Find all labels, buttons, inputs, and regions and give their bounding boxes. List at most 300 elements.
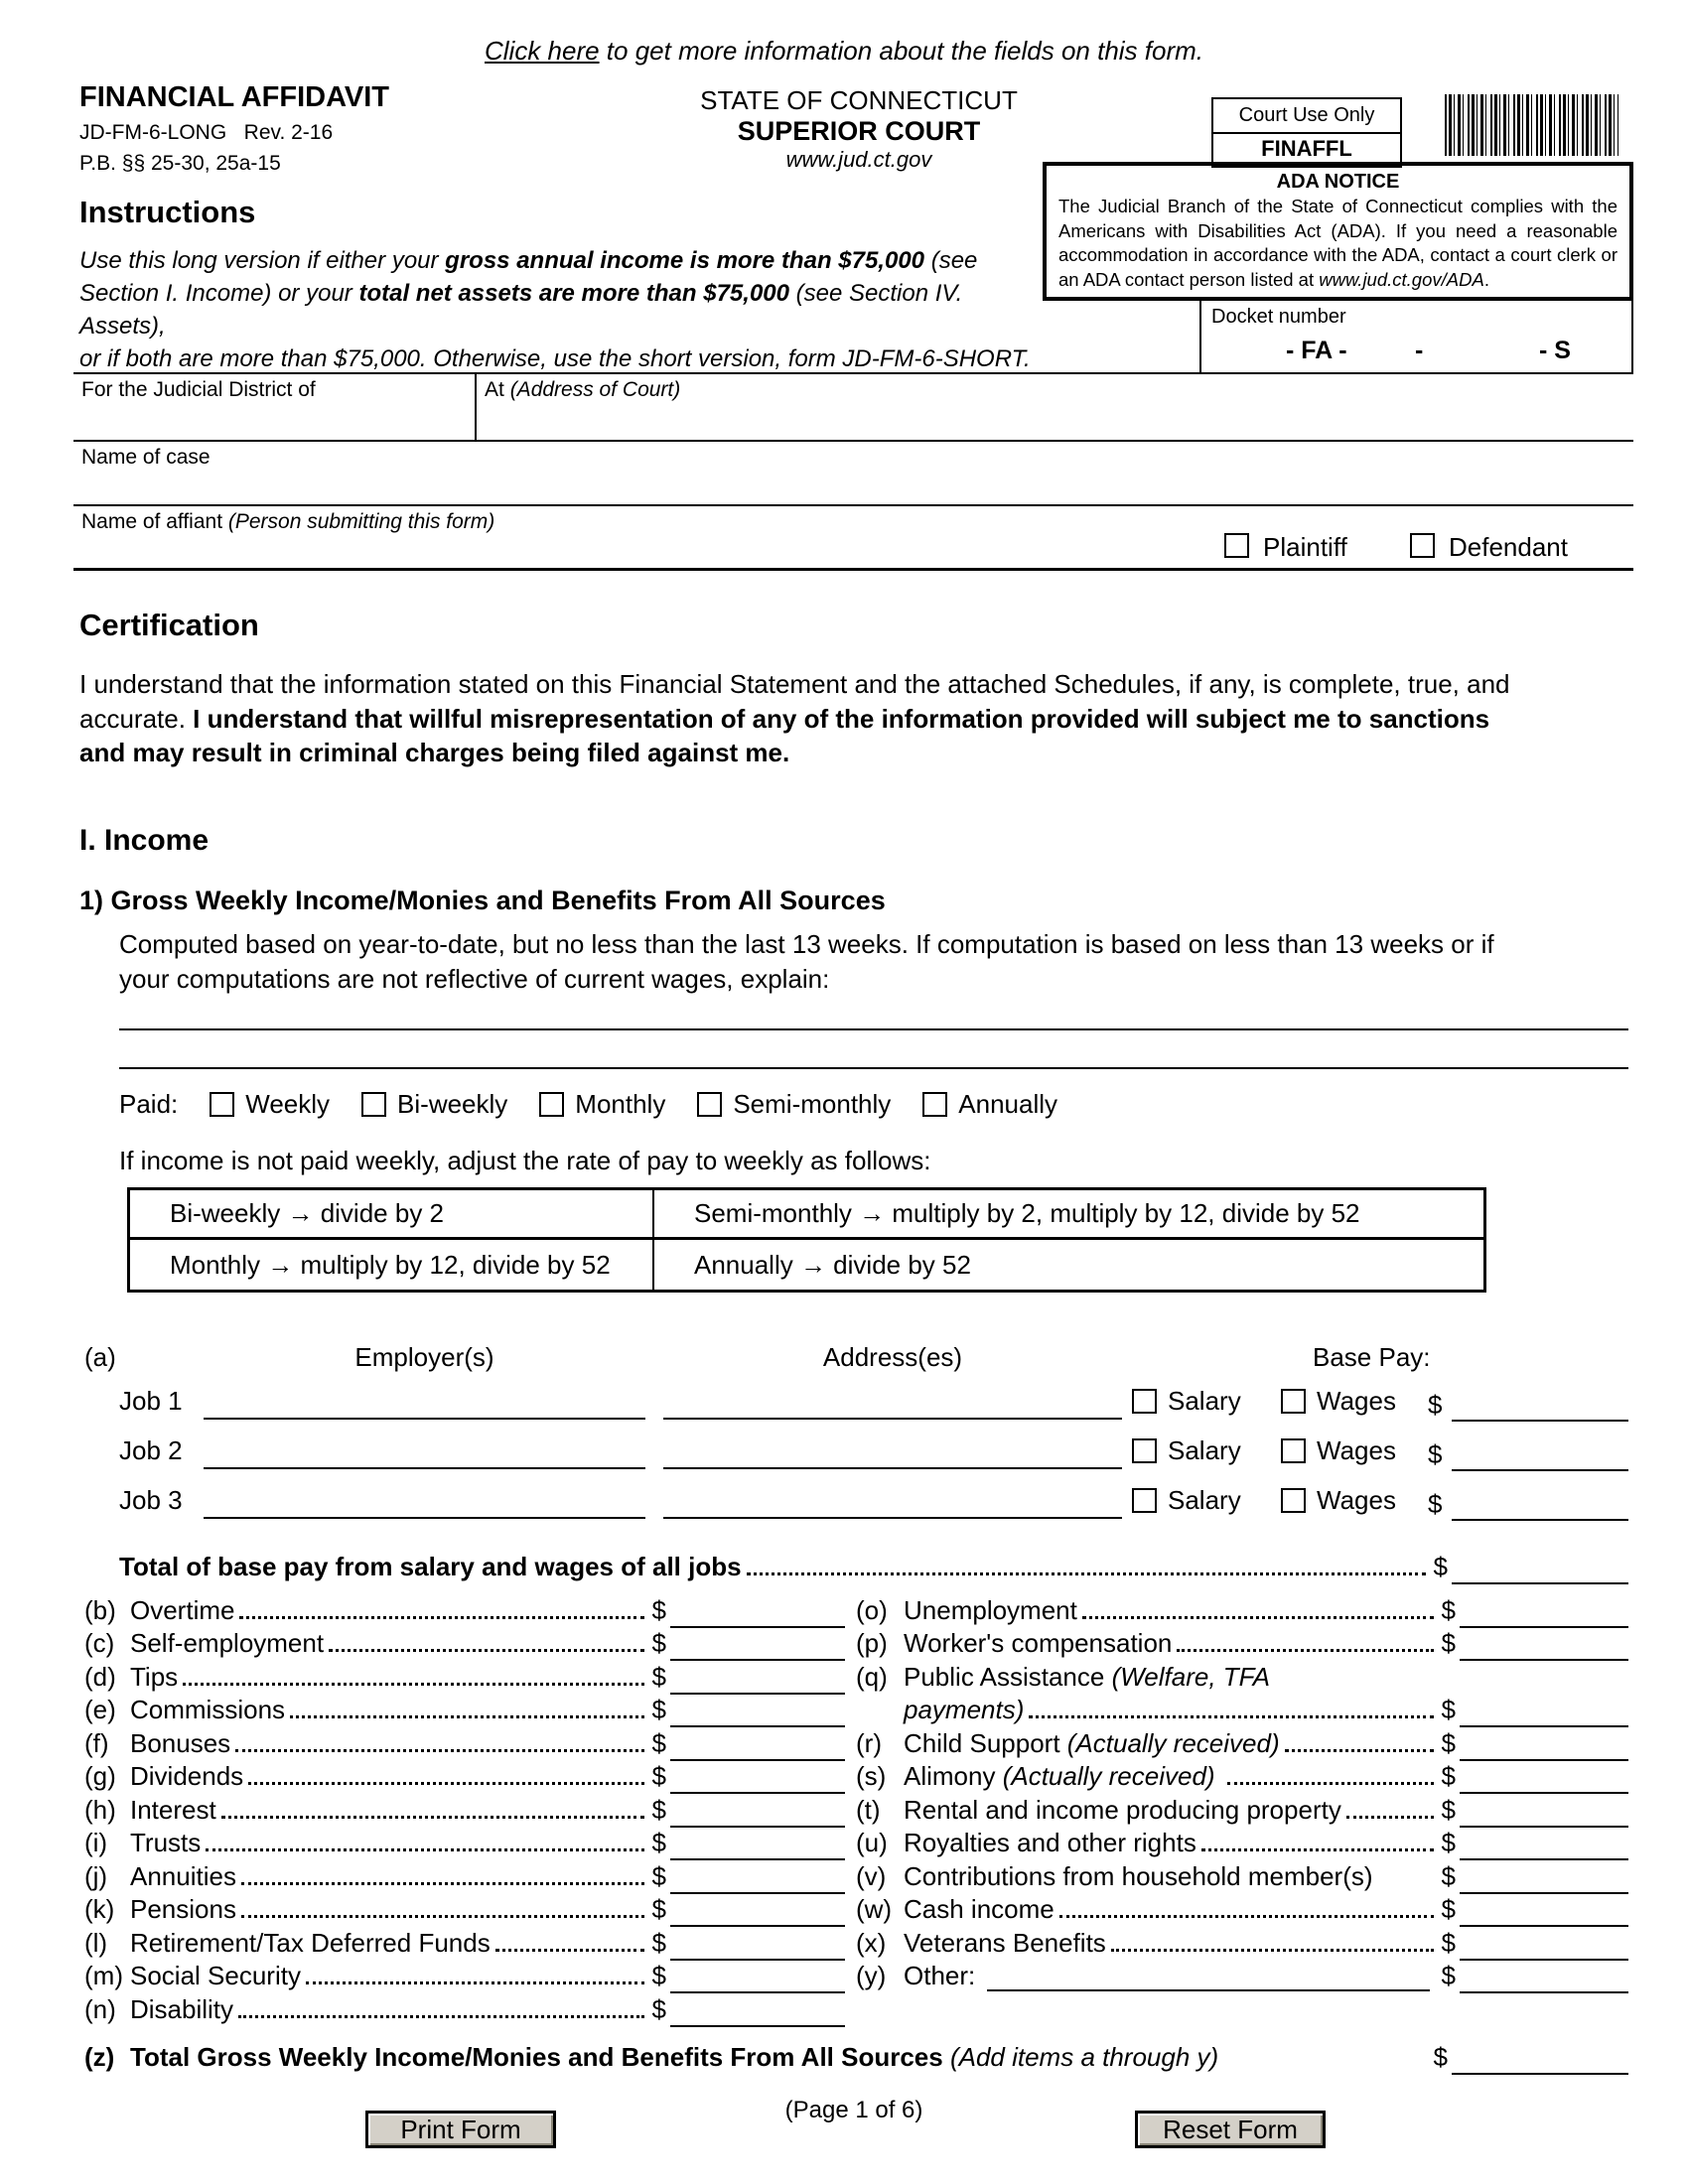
dotted-leader xyxy=(183,1683,643,1686)
item-label xyxy=(130,1828,201,1858)
currency-sign: $ xyxy=(1441,1961,1456,1990)
job-2-base-pay-field[interactable] xyxy=(1452,1441,1628,1471)
state-name: STATE OF CONNECTICUT xyxy=(700,85,1018,115)
amount-field-i[interactable] xyxy=(670,1831,845,1860)
court-use-only-box xyxy=(1211,97,1402,168)
item-id: (k) xyxy=(84,1894,115,1924)
dotted-leader xyxy=(1111,1949,1434,1952)
text-segment: (see xyxy=(924,247,978,274)
text-segment: Commissions xyxy=(130,1695,286,1724)
income-item-k xyxy=(84,1894,845,1928)
computation-description xyxy=(119,927,1628,997)
amount-field-j[interactable] xyxy=(670,1864,845,1894)
job-1-wages-checkbox[interactable] xyxy=(1281,1389,1306,1414)
salary-label: Salary xyxy=(1168,1435,1241,1465)
text-segment: Alimony xyxy=(904,1761,1003,1791)
income-item-w xyxy=(856,1894,1628,1928)
bi-weekly-label: Bi-weekly xyxy=(397,1088,508,1119)
job-1-employer-field[interactable] xyxy=(204,1388,645,1420)
practice-book-reference: P.B. §§ 25-30, 25a-15 xyxy=(79,152,281,175)
dotted-leader xyxy=(1201,1848,1434,1851)
currency-sign: $ xyxy=(1441,1860,1456,1891)
text-segment: accurate. xyxy=(79,703,194,734)
jobs-header-row xyxy=(0,1342,1688,1376)
form-title: FINANCIAL AFFIDAVIT xyxy=(79,81,389,113)
item-label xyxy=(904,1695,1024,1725)
court-header xyxy=(611,85,1107,173)
defendant-label: Defendant xyxy=(1449,532,1568,562)
item-label xyxy=(904,1628,1172,1659)
dotted-leader xyxy=(1082,1616,1434,1619)
total-base-pay-field[interactable] xyxy=(1452,1555,1628,1584)
defendant-checkbox[interactable] xyxy=(1410,533,1435,558)
currency-sign: $ xyxy=(651,1894,666,1924)
income-item-n xyxy=(84,1993,845,2027)
total-base-pay-row xyxy=(119,1551,1628,1584)
text-segment: Use this long version if either your xyxy=(79,247,446,274)
text-segment: Worker's compensation xyxy=(904,1628,1173,1658)
judicial-district-label: For the Judicial District of xyxy=(81,378,316,401)
total-gross-income-row xyxy=(84,2041,1628,2075)
currency-sign: $ xyxy=(651,1993,666,2024)
currency-sign: $ xyxy=(1441,1794,1456,1825)
other-income-description-field[interactable] xyxy=(987,1962,1429,1991)
currency-sign: $ xyxy=(651,1961,666,1990)
amount-field-e[interactable] xyxy=(670,1698,845,1727)
amount-field-k[interactable] xyxy=(670,1897,845,1927)
amount-field-u[interactable] xyxy=(1460,1831,1628,1860)
text-segment: and may result in criminal charges being filed against me. xyxy=(79,738,790,767)
item-id: (s) xyxy=(856,1761,887,1791)
item-label xyxy=(130,1728,230,1759)
text-segment: (Actually received) xyxy=(1066,1727,1280,1758)
plaintiff-label: Plaintiff xyxy=(1263,532,1347,562)
currency-sign: $ xyxy=(651,1860,666,1891)
instructions-line xyxy=(79,244,1033,277)
income-item-m xyxy=(84,1961,845,1994)
item-id: (t) xyxy=(856,1794,881,1825)
total-gross-income-field[interactable] xyxy=(1452,2045,1628,2075)
addresses-header: Address(es) xyxy=(822,1342,963,1372)
item-label xyxy=(904,1728,1280,1759)
monthly-checkbox[interactable] xyxy=(539,1092,564,1117)
text-segment: Self-employment xyxy=(130,1628,325,1658)
item-label xyxy=(904,1662,1270,1693)
text-segment: Bonuses xyxy=(130,1727,231,1758)
top-note-text: to get more information about the fields on this form. xyxy=(599,36,1204,66)
text-segment: Cash income xyxy=(904,1894,1055,1924)
item-id: (q) xyxy=(856,1661,888,1692)
text-segment: Overtime xyxy=(130,1594,235,1625)
certification-text xyxy=(79,667,1614,770)
currency-sign: $ xyxy=(1441,1727,1456,1758)
amount-field-r[interactable] xyxy=(1460,1731,1628,1761)
amount-field-g[interactable] xyxy=(670,1764,845,1794)
case-name-label: Name of case xyxy=(81,446,211,469)
amount-field-h[interactable] xyxy=(670,1798,845,1828)
semi-monthly-label: Semi-monthly xyxy=(733,1088,892,1119)
rate-conversion-table xyxy=(127,1187,1486,1293)
reset-form-button[interactable]: Reset Form xyxy=(1135,2111,1326,2148)
income-item-s xyxy=(856,1761,1628,1795)
item-label xyxy=(130,1761,243,1792)
income-item-d xyxy=(84,1661,845,1695)
ada-text: The Judicial Branch of the State of Connecticut complies with the Americans with Disabilities Act (ADA). If you need a reasonable accommodation in accordance with the ADA, contact a court clerk or an ADA contact person listed at xyxy=(1058,196,1618,290)
instructions-line xyxy=(79,342,1033,375)
text-segment: (Welfare, TFA xyxy=(1111,1661,1270,1692)
print-form-button[interactable]: Print Form xyxy=(365,2111,556,2148)
amount-field-m[interactable] xyxy=(670,1964,845,1993)
item-label xyxy=(130,1861,236,1892)
dotted-leader xyxy=(248,1782,643,1785)
docket-dash-segment: - xyxy=(1415,337,1424,364)
text-segment: Social Security xyxy=(130,1961,301,1990)
semi-monthly-checkbox[interactable] xyxy=(697,1092,722,1117)
item-label xyxy=(904,1795,1341,1826)
total-gross-income-note: (Add items a through y) xyxy=(942,2041,1219,2072)
ada-text-end: . xyxy=(1483,268,1489,290)
dotted-leader xyxy=(239,1616,643,1619)
job-row-3 xyxy=(119,1483,1628,1519)
income-item-t xyxy=(856,1794,1628,1828)
amount-field-c[interactable] xyxy=(670,1631,845,1661)
amount-field-t[interactable] xyxy=(1460,1798,1628,1828)
barcode-icon xyxy=(1445,94,1618,156)
form-identification xyxy=(79,81,389,176)
income-item-y xyxy=(856,1961,1628,1994)
conversion-monthly: Monthly → multiply by 12, divide by 52 xyxy=(130,1240,654,1290)
item-id: (e) xyxy=(84,1695,116,1724)
monthly-label: Monthly xyxy=(575,1088,666,1119)
currency-sign: $ xyxy=(651,1828,666,1857)
judicial-district-row xyxy=(73,372,1633,442)
docket-number-field[interactable] xyxy=(1199,301,1633,372)
income-section-title: I. Income xyxy=(79,824,210,857)
top-info-note xyxy=(0,36,1688,67)
item-id: (c) xyxy=(84,1628,115,1658)
dotted-leader xyxy=(1285,1749,1434,1752)
text-segment: or if both are more than $75,000. Otherwise, use the short version, form JD-FM-6-SHORT. xyxy=(79,345,1031,372)
item-id: (f) xyxy=(84,1727,109,1758)
computation-line-1: Computed based on year-to-date, but no less than the last 13 weeks. If computation is based on less than 13 weeks or if xyxy=(119,929,1494,959)
job-2-address-field[interactable] xyxy=(663,1437,1122,1469)
bi-weekly-checkbox[interactable] xyxy=(361,1092,386,1117)
text-segment: Section I. Income) or your xyxy=(79,280,359,307)
certification-line xyxy=(79,667,1614,702)
text-segment: Contributions from household member(s) xyxy=(904,1860,1373,1891)
text-segment: Tips xyxy=(130,1661,179,1692)
certification-line xyxy=(79,702,1614,737)
text-segment: Disability xyxy=(130,1993,234,2024)
item-a-label: (a) xyxy=(84,1342,116,1372)
item-id: (b) xyxy=(84,1594,116,1625)
gross-weekly-income-heading: 1) Gross Weekly Income/Monies and Benefits From All Sources xyxy=(79,886,886,915)
job-2-employer-field[interactable] xyxy=(204,1437,645,1469)
currency-sign: $ xyxy=(651,1727,666,1758)
item-label xyxy=(904,1928,1106,1959)
wages-label: Wages xyxy=(1317,1435,1396,1465)
job-3-label: Job 3 xyxy=(119,1485,183,1515)
text-segment: At xyxy=(485,378,510,401)
text-segment: Royalties and other rights xyxy=(904,1828,1196,1857)
item-z-label: (z) xyxy=(84,2041,115,2072)
income-item-b xyxy=(84,1594,845,1628)
job-row-1 xyxy=(119,1384,1628,1420)
text-segment: gross annual income is more than $75,000 xyxy=(445,247,925,274)
income-item-q xyxy=(856,1661,1628,1695)
item-label xyxy=(130,1628,324,1659)
item-label xyxy=(130,1994,233,2025)
currency-sign: $ xyxy=(1428,1489,1443,1519)
job-2-salary-checkbox[interactable] xyxy=(1132,1438,1157,1463)
income-item-f xyxy=(84,1727,845,1761)
currency-sign: $ xyxy=(1441,1594,1456,1625)
dotted-leader xyxy=(1029,1715,1433,1718)
item-label xyxy=(130,1795,216,1826)
form-code: FINAFFL xyxy=(1261,136,1352,161)
affiant-name-field[interactable] xyxy=(73,506,1633,571)
dotted-leader xyxy=(221,1816,644,1819)
explain-field-line-2[interactable] xyxy=(119,1067,1628,1069)
paid-frequency-row xyxy=(119,1088,1057,1120)
job-1-label: Job 1 xyxy=(119,1386,183,1416)
text-segment: Veterans Benefits xyxy=(904,1927,1106,1958)
item-id: (u) xyxy=(856,1828,888,1857)
text-segment: Trusts xyxy=(130,1828,202,1857)
item-id: (y) xyxy=(856,1961,887,1990)
certification-line xyxy=(79,736,1614,770)
court-address-label xyxy=(485,378,680,402)
job-1-salary-checkbox[interactable] xyxy=(1132,1389,1157,1414)
job-row-2 xyxy=(119,1433,1628,1469)
ada-notice-title: ADA NOTICE xyxy=(1276,171,1400,193)
instructions-section xyxy=(79,195,1033,375)
dotted-leader xyxy=(306,1981,644,1984)
dotted-leader xyxy=(241,1882,644,1885)
dotted-leader xyxy=(329,1649,643,1652)
currency-sign: $ xyxy=(651,1927,666,1958)
text-segment: I understand that the information stated on this Financial Statement and the attached Schedules, if any, is complete, true, and xyxy=(79,669,1510,699)
text-segment: Interest xyxy=(130,1794,216,1825)
amount-field-w[interactable] xyxy=(1460,1897,1628,1927)
case-name-field[interactable] xyxy=(73,442,1633,506)
currency-sign: $ xyxy=(1433,2041,1448,2072)
weekly-label: Weekly xyxy=(245,1088,331,1119)
amount-field-d[interactable] xyxy=(670,1665,845,1695)
text-segment: total net assets are more than $75,000 xyxy=(358,280,789,307)
text-segment: (Actually received) xyxy=(1002,1761,1222,1791)
item-label xyxy=(904,1894,1055,1925)
currency-sign: $ xyxy=(651,1695,666,1724)
amount-field-n[interactable] xyxy=(670,1997,845,2027)
income-item-u xyxy=(856,1828,1628,1861)
income-item-v xyxy=(856,1860,1628,1894)
item-id: (h) xyxy=(84,1794,116,1825)
base-pay-header: Base Pay: xyxy=(1313,1342,1431,1372)
ada-website-link[interactable]: www.jud.ct.gov/ADA xyxy=(1319,268,1484,290)
item-label xyxy=(130,1695,285,1725)
currency-sign: $ xyxy=(651,1794,666,1825)
item-label xyxy=(904,1861,1373,1892)
item-label xyxy=(904,1595,1077,1626)
text-segment: (Person submitting this form) xyxy=(227,510,495,533)
currency-sign: $ xyxy=(651,1661,666,1692)
currency-sign: $ xyxy=(651,1761,666,1791)
item-label xyxy=(130,1894,236,1925)
currency-sign: $ xyxy=(1441,1828,1456,1857)
dotted-leader xyxy=(206,1848,643,1851)
paid-option-annually xyxy=(922,1089,1057,1120)
item-id: (m) xyxy=(84,1961,123,1990)
conversion-biweekly: Bi-weekly → divide by 2 xyxy=(130,1190,654,1240)
conversion-annually: Annually → divide by 52 xyxy=(694,1249,971,1280)
item-id: (g) xyxy=(84,1761,116,1791)
income-item-h xyxy=(84,1794,845,1828)
text-segment: Unemployment xyxy=(904,1594,1077,1625)
income-item-o xyxy=(856,1594,1628,1628)
job-3-base-pay-field[interactable] xyxy=(1452,1491,1628,1521)
currency-sign: $ xyxy=(1428,1439,1443,1469)
item-label xyxy=(130,1961,301,1991)
salary-label: Salary xyxy=(1168,1386,1241,1416)
amount-field-s[interactable] xyxy=(1460,1764,1628,1794)
paid-option-weekly xyxy=(210,1089,330,1120)
text-segment: Other: xyxy=(904,1961,976,1990)
explain-field-line-1[interactable] xyxy=(119,1028,1628,1030)
text-segment: Pensions xyxy=(130,1894,236,1924)
job-3-salary-checkbox[interactable] xyxy=(1132,1488,1157,1513)
paid-option-monthly xyxy=(539,1089,665,1120)
amount-field-f[interactable] xyxy=(670,1731,845,1761)
plaintiff-checkbox[interactable] xyxy=(1224,533,1249,558)
annually-label: Annually xyxy=(958,1088,1058,1119)
amount-field-b[interactable] xyxy=(670,1598,845,1628)
text-segment: I understand that willful misrepresentation of any of the information provided will subject me to sanctions xyxy=(193,703,1490,734)
docket-number-label: Docket number xyxy=(1211,306,1346,328)
conversion-semimonthly: Semi-monthly → multiply by 2, multiply by 12, divide by 52 xyxy=(654,1190,1483,1240)
amount-field-v[interactable] xyxy=(1460,1864,1628,1894)
job-3-employer-field[interactable] xyxy=(204,1487,645,1519)
docket-s-segment: - S xyxy=(1539,337,1571,364)
income-items-right-column xyxy=(856,1594,1628,1993)
computation-line-2: your computations are not reflective of current wages, explain: xyxy=(119,964,830,994)
instructions-text xyxy=(79,244,1033,375)
dotted-leader xyxy=(1346,1816,1434,1819)
instructions-title: Instructions xyxy=(79,195,256,229)
page-number: (Page 1 of 6) xyxy=(784,2097,923,2123)
dotted-leader xyxy=(235,1749,643,1752)
item-label xyxy=(130,1662,178,1693)
dotted-leader xyxy=(238,2015,644,2018)
wages-label: Wages xyxy=(1317,1386,1396,1416)
text-segment: payments) xyxy=(904,1695,1025,1724)
dotted-leader xyxy=(1227,1782,1434,1785)
annually-checkbox[interactable] xyxy=(922,1092,947,1117)
salary-label: Salary xyxy=(1168,1485,1241,1515)
item-label xyxy=(904,1761,1222,1792)
job-2-label: Job 2 xyxy=(119,1435,183,1465)
text-segment: Annuities xyxy=(130,1860,236,1891)
job-1-base-pay-field[interactable] xyxy=(1452,1392,1628,1422)
job-3-wages-checkbox[interactable] xyxy=(1281,1488,1306,1513)
currency-sign: $ xyxy=(1441,1927,1456,1958)
certification-title: Certification xyxy=(79,608,259,642)
employers-header: Employer(s) xyxy=(354,1342,494,1372)
currency-sign: $ xyxy=(651,1594,666,1625)
court-name: SUPERIOR COURT xyxy=(737,116,981,146)
income-item-cont xyxy=(856,1695,1628,1728)
text-segment: Child Support xyxy=(904,1727,1067,1758)
currency-sign: $ xyxy=(1441,1894,1456,1924)
currency-sign: $ xyxy=(1441,1761,1456,1791)
dotted-leader xyxy=(495,1949,644,1952)
cell-divider xyxy=(475,374,477,440)
wages-label: Wages xyxy=(1317,1485,1396,1515)
paid-label: Paid: xyxy=(119,1088,179,1119)
weekly-checkbox[interactable] xyxy=(210,1092,234,1117)
total-base-pay-label: Total of base pay from salary and wages of all jobs xyxy=(119,1551,742,1581)
paid-options xyxy=(210,1089,1057,1120)
text-segment: Dividends xyxy=(130,1761,244,1791)
item-label xyxy=(904,1828,1196,1858)
item-label xyxy=(130,1928,491,1959)
income-item-c xyxy=(84,1628,845,1662)
item-id: (j) xyxy=(84,1860,108,1891)
text-segment: Public Assistance xyxy=(904,1661,1112,1692)
item-label xyxy=(904,1961,975,1991)
income-item-g xyxy=(84,1761,845,1795)
paid-option-semi-monthly xyxy=(697,1089,891,1120)
income-items-left-column xyxy=(84,1594,845,2027)
ada-notice-box xyxy=(1043,162,1633,301)
item-id: (l) xyxy=(84,1927,108,1958)
job-1-address-field[interactable] xyxy=(663,1388,1122,1420)
instructions-line xyxy=(79,277,1033,342)
dotted-leader xyxy=(747,1572,1426,1575)
amount-field-y[interactable] xyxy=(1460,1964,1628,1993)
total-gross-income-label: Total Gross Weekly Income/Monies and Benefits From All Sources xyxy=(130,2041,943,2072)
item-label xyxy=(130,1595,234,1626)
income-item-x xyxy=(856,1927,1628,1961)
amount-field-l[interactable] xyxy=(670,1931,845,1961)
amount-field-x[interactable] xyxy=(1460,1931,1628,1961)
income-item-p xyxy=(856,1628,1628,1662)
adjust-rate-note: If income is not paid weekly, adjust the rate of pay to weekly as follows: xyxy=(119,1146,931,1175)
form-number: JD-FM-6-LONG Rev. 2-16 xyxy=(79,121,334,144)
dotted-leader xyxy=(241,1915,644,1918)
affiant-name-label xyxy=(81,510,494,534)
currency-sign: $ xyxy=(651,1628,666,1658)
paid-option-bi-weekly xyxy=(361,1089,507,1120)
currency-sign: $ xyxy=(1433,1551,1448,1581)
text-segment: Retirement/Tax Deferred Funds xyxy=(130,1927,491,1958)
amount-field-o[interactable] xyxy=(1460,1598,1628,1628)
job-2-wages-checkbox[interactable] xyxy=(1281,1438,1306,1463)
dotted-leader xyxy=(1177,1649,1433,1652)
item-id: (r) xyxy=(856,1727,882,1758)
ada-notice-body xyxy=(1058,195,1618,292)
amount-field-p[interactable] xyxy=(1460,1631,1628,1661)
item-id: (i) xyxy=(84,1828,108,1857)
dotted-leader xyxy=(290,1715,644,1718)
amount-field-cont[interactable] xyxy=(1460,1698,1628,1727)
currency-sign: $ xyxy=(1428,1390,1443,1420)
text-segment: (see Section IV. Assets), xyxy=(79,280,963,340)
item-id: (d) xyxy=(84,1661,116,1692)
click-here-link[interactable]: Click here xyxy=(484,36,600,66)
dotted-leader xyxy=(1059,1915,1434,1918)
job-3-address-field[interactable] xyxy=(663,1487,1122,1519)
